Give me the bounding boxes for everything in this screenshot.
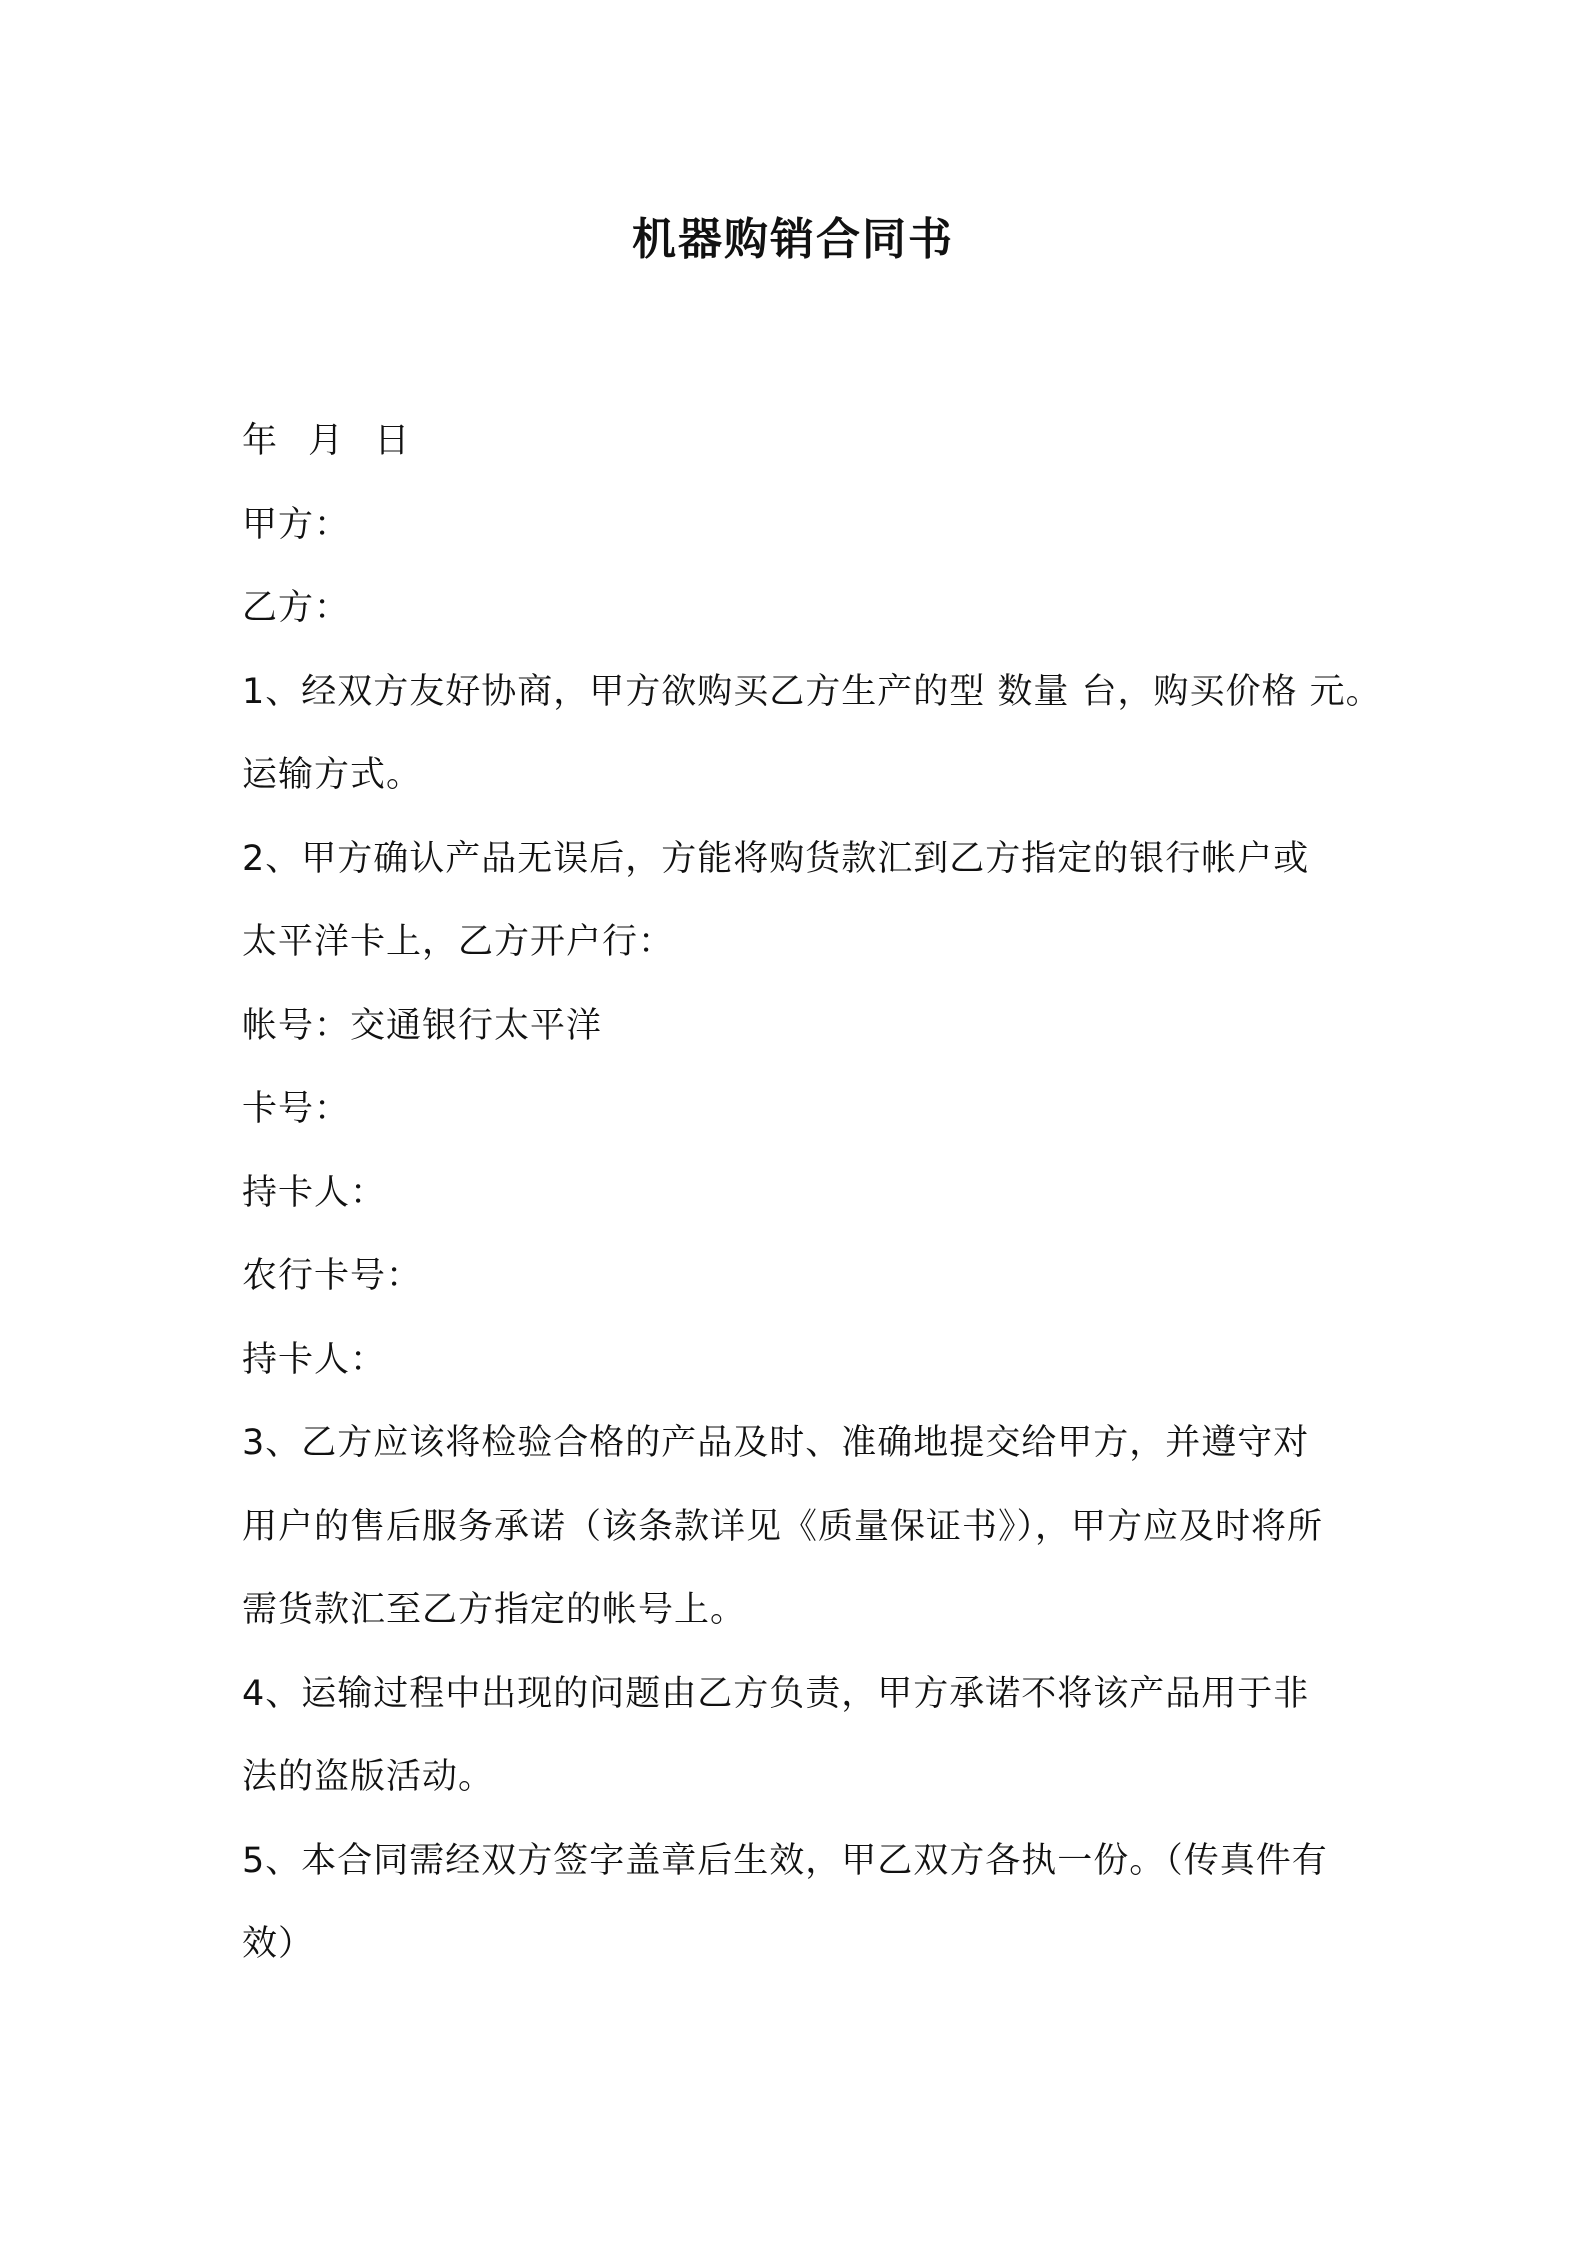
clause-1-line-2: 运输方式。 xyxy=(242,755,423,795)
abc-card-number-line: 农行卡号： xyxy=(242,1256,423,1296)
cardholder-line-2: 持卡人： xyxy=(242,1339,387,1380)
clause-3-line-2: 用户的售后服务承诺（该条款详见《质量保证书》），甲方应及时将所 xyxy=(242,1506,1324,1547)
date-line xyxy=(242,400,1362,484)
date-month: 月 xyxy=(308,421,345,461)
clause-2-line-1: 2、甲方确认产品无误后，方能将购货款汇到乙方指定的银行帐户或 xyxy=(242,838,1310,879)
document-body xyxy=(242,400,1382,1987)
cardholder-line-1: 持卡人： xyxy=(242,1172,387,1213)
account-number-line: 帐号：交通银行太平洋 xyxy=(242,1005,603,1046)
clause-3-line-3: 需货款汇至乙方指定的帐号上。 xyxy=(242,1590,747,1630)
clause-3-line-1: 3、乙方应该将检验合格的产品及时、准确地提交给甲方，并遵守对 xyxy=(242,1423,1310,1463)
clause-2-line-2: 太平洋卡上，乙方开户行： xyxy=(242,922,675,962)
date-year: 年 xyxy=(242,421,279,461)
card-number-line: 卡号： xyxy=(242,1089,351,1129)
clause-4-line-1: 4、运输过程中出现的问题由乙方负责，甲方承诺不将该产品用于非 xyxy=(242,1673,1310,1714)
party-a-line: 甲方： xyxy=(242,504,351,545)
clause-5-line-1: 5、本合同需经双方签字盖章后生效，甲乙双方各执一份。（传真件有 xyxy=(242,1840,1328,1881)
party-b-line: 乙方： xyxy=(242,588,351,628)
clause-4-line-2: 法的盗版活动。 xyxy=(242,1757,495,1797)
clause-5-line-2: 效） xyxy=(242,1924,315,1964)
document-title: 机器购销合同书 xyxy=(632,214,954,265)
clause-1-line-1: 1、经双方友好协商，甲方欲购买乙方生产的型 数量 台，购买价格 元。 xyxy=(242,671,1382,712)
date-day: 日 xyxy=(374,421,411,461)
